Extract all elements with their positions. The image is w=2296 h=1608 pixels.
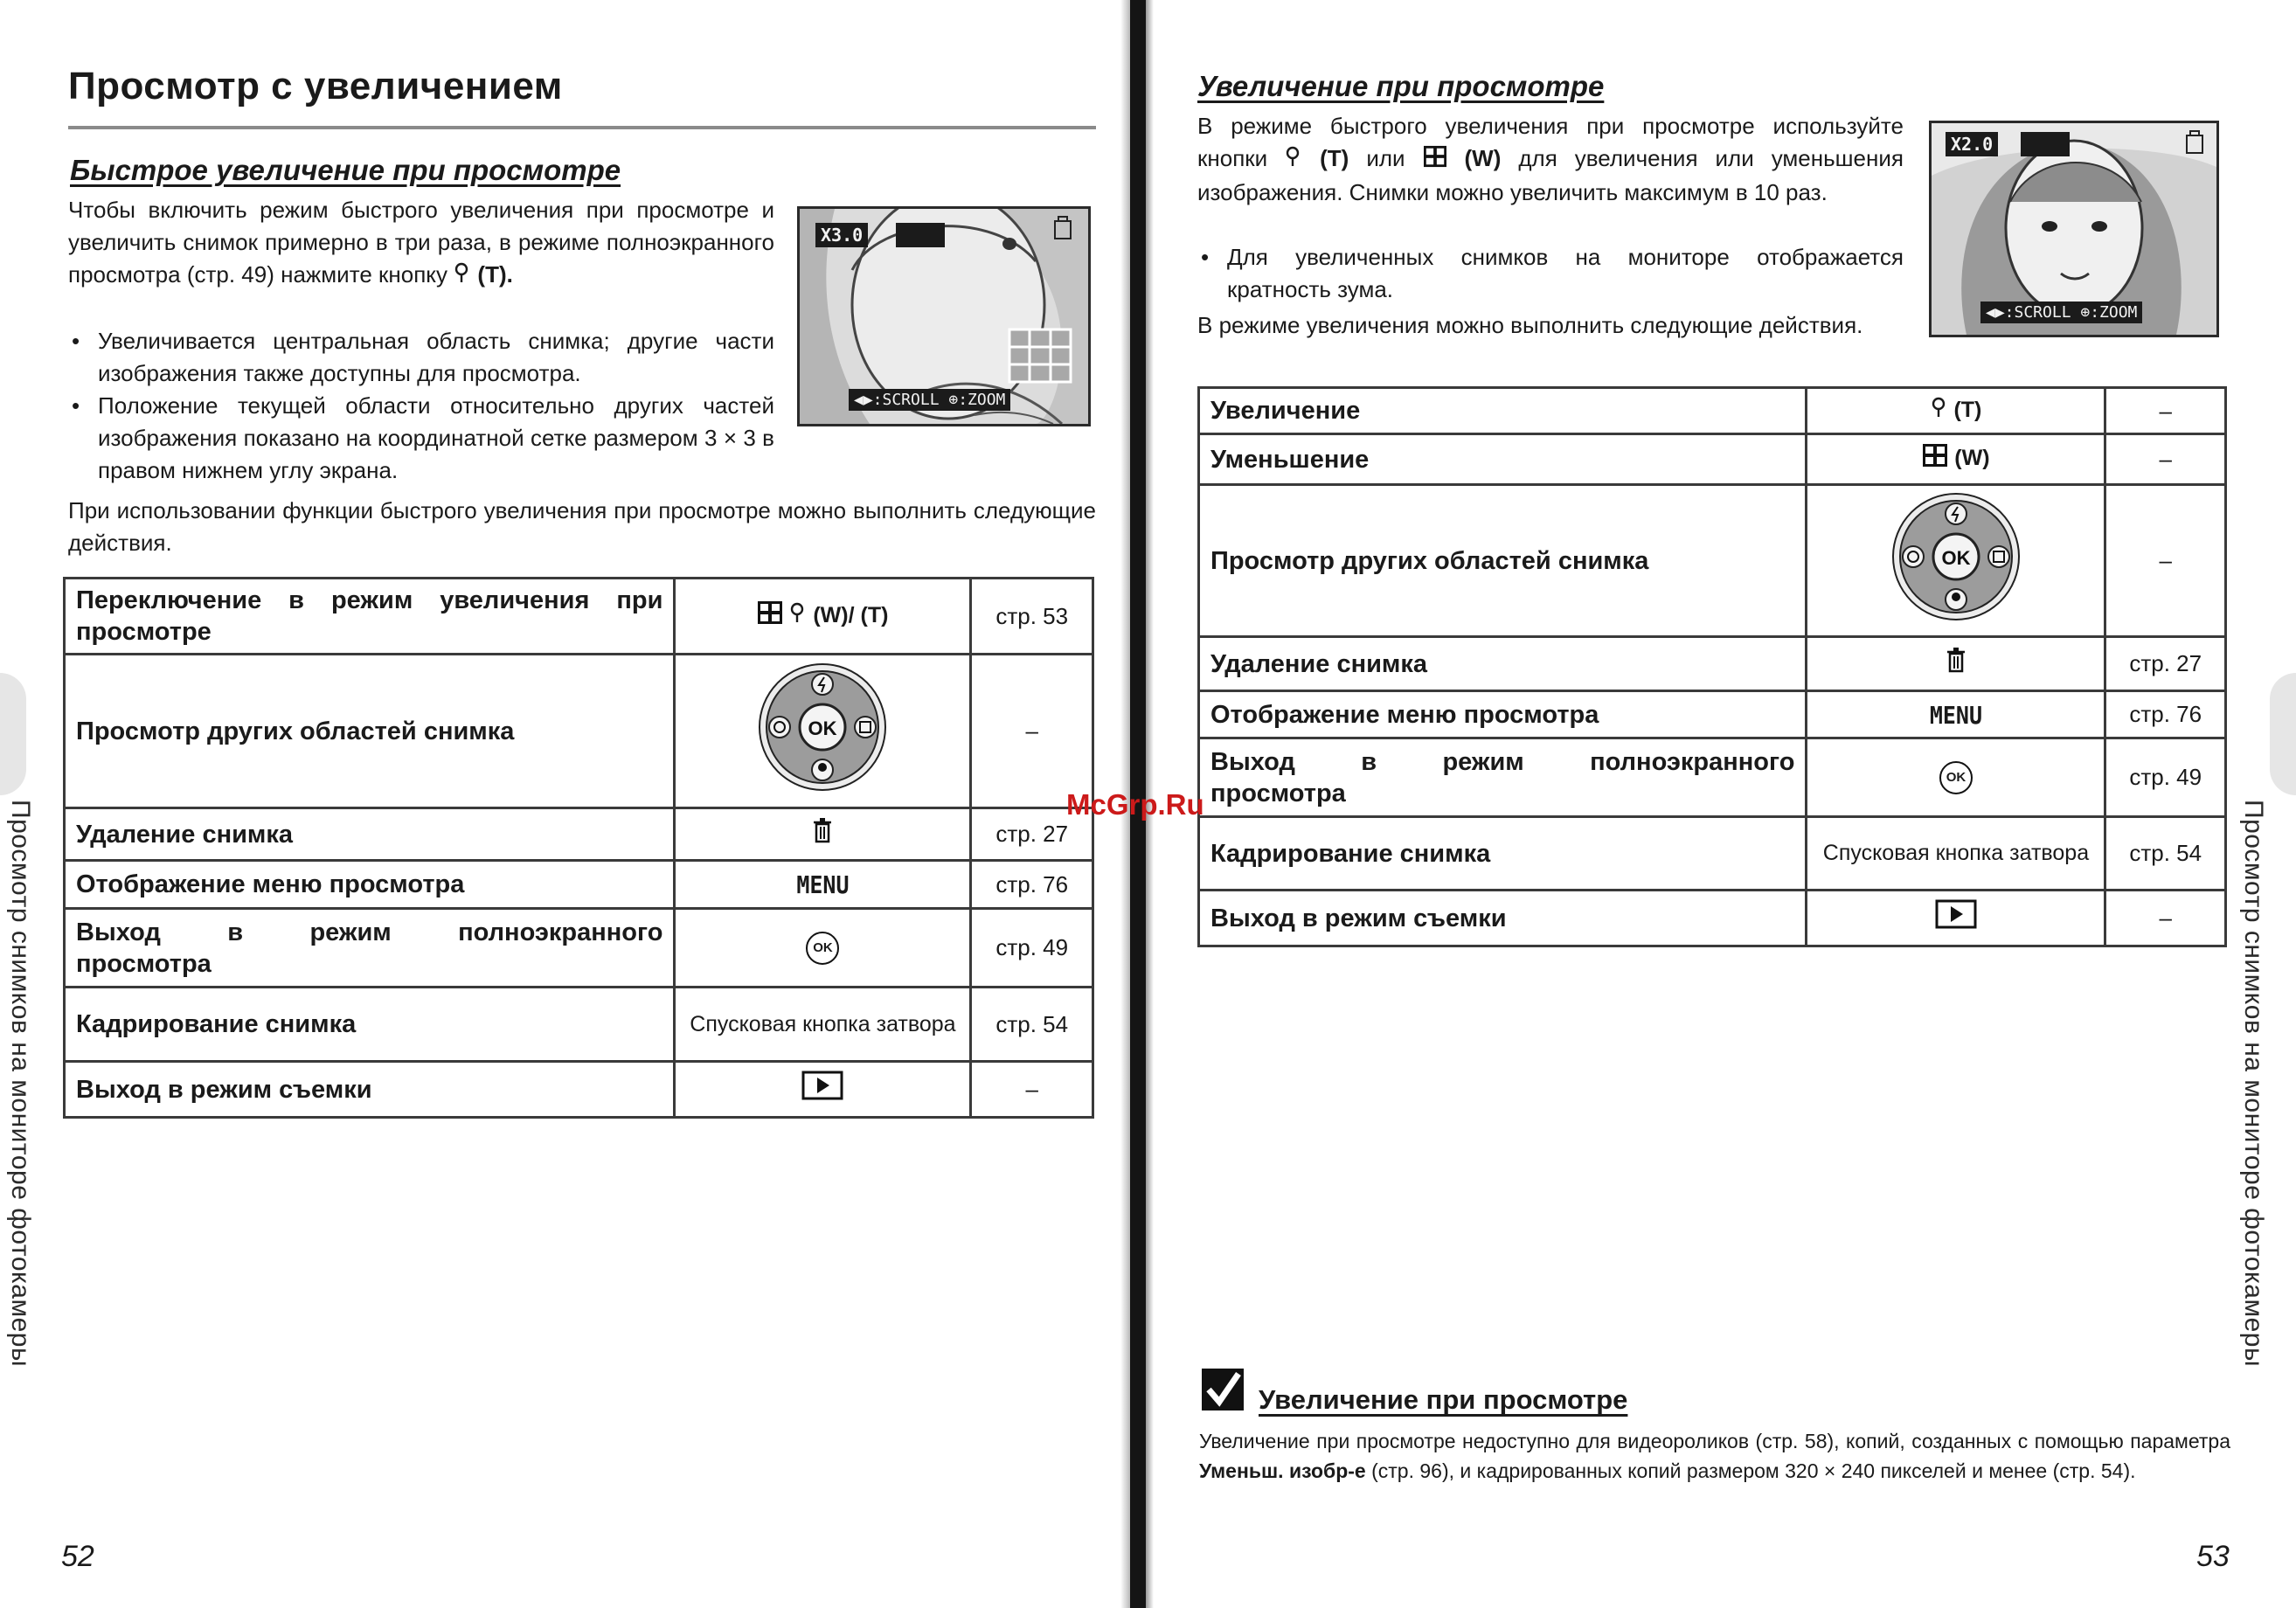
ok-button-icon: OK	[806, 932, 839, 965]
multi-selector-icon	[1886, 491, 2026, 622]
table-row	[65, 655, 1093, 808]
play-button-icon	[801, 1071, 843, 1100]
operation-cell: Переключение в режим увеличения при просмотре	[65, 579, 675, 655]
operation-word: Выход	[76, 918, 161, 946]
control-cell	[1807, 738, 2105, 817]
zoom-indicator: X2.0	[1946, 132, 1998, 156]
table-row	[1199, 691, 2226, 738]
title-divider	[68, 126, 1096, 129]
control-cell	[675, 909, 971, 988]
reference-cell: –	[971, 655, 1093, 808]
reference-cell: стр. 76	[971, 861, 1093, 909]
reference-cell: стр. 76	[2105, 691, 2226, 738]
side-chapter-label: Просмотр снимков на мониторе фотокамеры	[6, 800, 35, 1368]
control-label: (W)/ (T)	[813, 602, 889, 627]
control-cell	[675, 808, 971, 861]
operation-cell: Увеличение	[1199, 388, 1807, 434]
zoom-indicator: X3.0	[815, 223, 868, 247]
intro-text: Чтобы включить режим быстрого увеличения при просмотре и увеличить снимок примерно в три раза, в режиме полноэкранного просмотра (стр. 49) нажмите кнопку	[68, 197, 774, 288]
table-row	[65, 579, 1093, 655]
multi-selector-icon	[753, 662, 892, 793]
table-row	[1199, 817, 2226, 891]
thumbnail-icon	[757, 600, 783, 633]
table-row	[1199, 637, 2226, 691]
page-title: Просмотр с увеличением	[68, 65, 563, 107]
outro-paragraph: При использовании функции быстрого увеличения при просмотре можно выполнить следующие действия.	[68, 497, 1096, 556]
side-chapter-label: Просмотр снимков на мониторе фотокамеры	[2239, 800, 2268, 1368]
tele-button-label: (T)	[1320, 145, 1349, 171]
reference-cell: –	[2105, 891, 2226, 946]
control-cell: Спусковая кнопка затвора	[675, 988, 971, 1062]
reference-cell: –	[2105, 388, 2226, 434]
reference-cell: стр. 54	[971, 988, 1093, 1062]
operation-cell: Удаление снимка	[1199, 637, 1807, 691]
site-watermark: McGrp.Ru	[1066, 788, 1204, 821]
operation-word: Выход	[1210, 747, 1295, 776]
intro-paragraph	[1197, 110, 1904, 209]
reference-cell: стр. 27	[2105, 637, 2226, 691]
bullet-item: • Положение текущей области относительно других частей изображения показано на координатной сетке размером 3 × 3 в правом нижнем углу экрана.	[68, 390, 774, 487]
position-grid	[1009, 329, 1071, 382]
control-cell	[1807, 637, 2105, 691]
section-title: Быстрое увеличение при просмотре	[70, 154, 621, 186]
operation-cell: Просмотр других областей снимка	[1199, 485, 1807, 637]
page-number: 53	[2196, 1540, 2230, 1573]
table-row	[1199, 738, 2226, 817]
operation-line: просмотра	[76, 949, 212, 978]
table-row	[65, 861, 1093, 909]
operation-cell: Кадрирование снимка	[65, 988, 675, 1062]
control-cell	[675, 579, 971, 655]
wide-button-label: (W)	[1464, 145, 1502, 171]
transfer-icon	[2021, 132, 2070, 156]
table-row	[1199, 891, 2226, 946]
control-cell: Спусковая кнопка затвора	[1807, 817, 2105, 891]
zoom-in-icon	[454, 260, 471, 293]
operation-word: режим	[309, 918, 392, 946]
menu-button-label: MENU	[1807, 689, 2105, 740]
operation-cell: Выход в режим съемки	[1199, 891, 1807, 946]
outro-paragraph: В режиме увеличения можно выполнить следующие действия.	[1197, 312, 1863, 338]
svg-text:OK: OK	[1941, 547, 1971, 569]
section-title: Увеличение при просмотре	[1197, 70, 1605, 102]
operation-word: в	[227, 918, 244, 946]
page-number: 52	[61, 1540, 94, 1573]
operation-cell: Кадрирование снимка	[1199, 817, 1807, 891]
operation-cell: Отображение меню просмотра	[1199, 691, 1807, 738]
control-cell	[1807, 388, 2105, 434]
table-row	[65, 988, 1093, 1062]
transfer-icon	[896, 223, 945, 247]
camera-screen-illustration	[1929, 121, 2219, 337]
trash-icon	[811, 817, 834, 843]
intro-text: для увеличения или уменьшения изображения. Снимки можно увеличить максимум в 10 раз.	[1197, 145, 1904, 205]
note-text-part: (стр. 96), и кадрированных копий размером 320 × 240 пикселей и менее (стр. 54).	[1371, 1459, 2136, 1482]
menu-button-label: MENU	[675, 858, 971, 911]
operation-line	[1210, 746, 1794, 778]
table-row	[1199, 485, 2226, 637]
operation-word: в	[1361, 747, 1377, 776]
table-row	[65, 1062, 1093, 1118]
operation-word: режим	[1442, 747, 1524, 776]
reference-cell: стр. 49	[971, 909, 1093, 988]
control-cell	[1807, 434, 2105, 485]
operation-line: просмотра	[1210, 779, 1346, 807]
operation-word: полноэкранного	[1590, 747, 1795, 776]
left-page	[0, 0, 1136, 1608]
bullet-item: • Для увеличенных снимков на мониторе отображается кратность зума.	[1197, 241, 1904, 306]
bullet-item: • Увеличивается центральная область снимка; другие части изображения также доступны для просмотра.	[68, 325, 774, 390]
page-edge-tab	[0, 673, 26, 795]
operations-table	[1197, 386, 2227, 947]
control-cell	[675, 1062, 971, 1118]
page-edge-tab	[2270, 673, 2296, 795]
control-label: (W)	[1954, 446, 1990, 471]
reference-cell: стр. 49	[2105, 738, 2226, 817]
intro-paragraph	[68, 194, 774, 293]
operation-cell	[1199, 738, 1807, 817]
control-cell	[675, 655, 971, 808]
scroll-zoom-hint: ◀▶:SCROLL ⊕:ZOOM	[1980, 302, 2142, 323]
camera-screen-illustration	[797, 206, 1091, 426]
operation-word: полноэкранного	[458, 918, 663, 946]
table-row	[65, 909, 1093, 988]
tele-button-label: (T).	[477, 261, 513, 288]
reference-cell: –	[971, 1062, 1093, 1118]
bullet-list	[1197, 241, 1904, 306]
operation-cell: Просмотр других областей снимка	[65, 655, 675, 808]
intro-text: или	[1366, 145, 1405, 171]
trash-icon	[1945, 647, 1967, 673]
reference-cell: –	[2105, 485, 2226, 637]
operation-cell: Удаление снимка	[65, 808, 675, 861]
table-row	[65, 808, 1093, 861]
operation-cell	[65, 909, 675, 988]
thumbnail-icon	[1423, 144, 1447, 177]
control-label: (T)	[1953, 397, 1982, 422]
table-row	[1199, 434, 2226, 485]
note-title: Увеличение при просмотре	[1259, 1384, 1628, 1415]
thumbnail-icon	[1922, 443, 1948, 475]
operation-line	[76, 917, 662, 948]
play-button-icon	[1935, 899, 1977, 929]
reference-cell: –	[2105, 434, 2226, 485]
ok-button-icon: OK	[1939, 761, 1973, 794]
operation-cell: Уменьшение	[1199, 434, 1807, 485]
table-row	[1199, 388, 2226, 434]
control-cell	[1807, 891, 2105, 946]
operation-cell: Выход в режим съемки	[65, 1062, 675, 1118]
reference-cell: стр. 27	[971, 808, 1093, 861]
zoom-in-icon	[1931, 396, 1948, 426]
zoom-in-icon	[1285, 144, 1302, 177]
bullet-list	[68, 325, 774, 487]
operations-table	[63, 577, 1094, 1119]
note-text-part: Увеличение при просмотре недоступно для видеороликов (стр. 58), копий, созданных с помощью параметра	[1199, 1430, 2230, 1452]
svg-text:OK: OK	[808, 717, 837, 739]
note-text	[1199, 1426, 2230, 1486]
scroll-zoom-hint: ◀▶:SCROLL ⊕:ZOOM	[849, 389, 1010, 411]
control-cell	[1807, 485, 2105, 637]
reference-cell: стр. 54	[2105, 817, 2226, 891]
right-page	[1145, 0, 2296, 1608]
reference-cell: стр. 53	[971, 579, 1093, 655]
zoom-in-icon	[789, 601, 807, 632]
intro-text: В режиме быстрого увеличения при просмотре используйте кнопки	[1197, 113, 1904, 171]
checkmark-icon	[1202, 1369, 1244, 1410]
operation-cell: Отображение меню просмотра	[65, 861, 675, 909]
note-setting-name: Уменьш. изобр-е	[1199, 1459, 1366, 1482]
